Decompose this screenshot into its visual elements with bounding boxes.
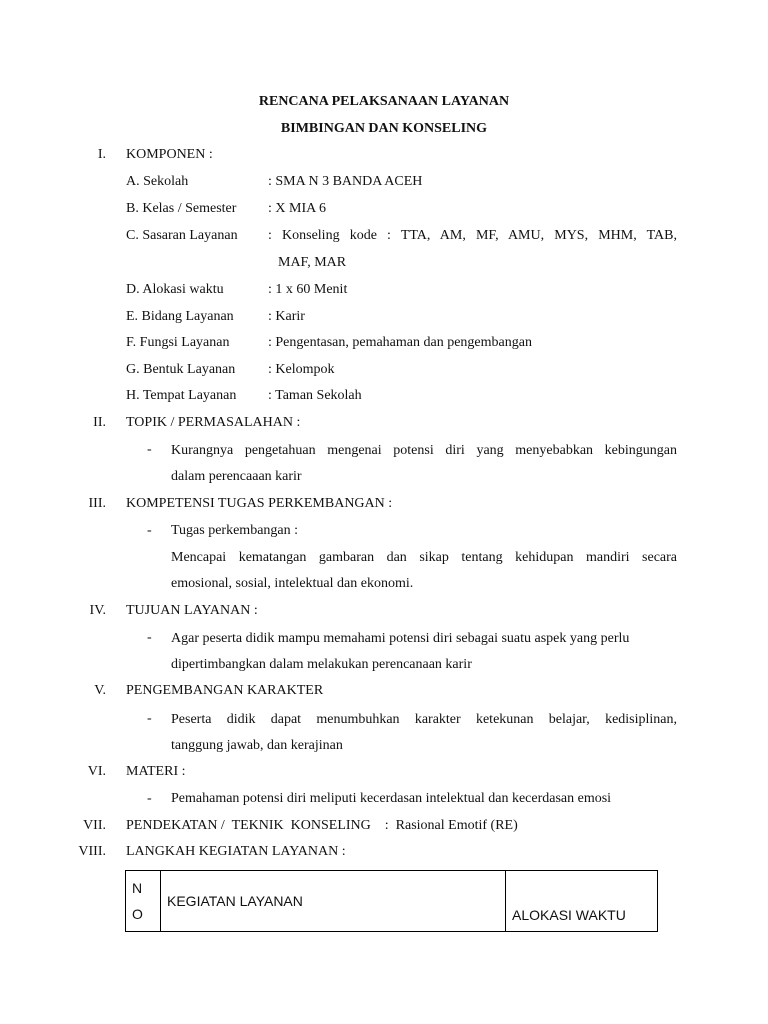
section-number-6: VI. xyxy=(87,764,106,779)
section-number-5: V. xyxy=(94,683,106,698)
komponen-label-sasaran: C. Sasaran Layanan xyxy=(126,228,238,243)
section-heading-pendekatan: PENDEKATAN / TEKNIK KONSELING : Rasional Emotif (RE) xyxy=(126,818,518,833)
karakter-line1: Peserta didik dapat menumbuhkan karakter ketekunan belajar, kedisiplinan, xyxy=(171,712,677,727)
materi-line1: Pemahaman potensi diri meliputi kecerdasan intelektual dan kecerdasan emosi xyxy=(171,791,612,806)
kegiatan-table xyxy=(125,870,658,932)
table-header-no-line1: N xyxy=(132,880,143,896)
doc-title-line2: BIMBINGAN DAN KONSELING xyxy=(280,121,488,136)
section-heading-tujuan: TUJUAN LAYANAN : xyxy=(126,603,258,618)
bullet-dash: - xyxy=(147,442,152,457)
topik-line2: dalam perencaaan karir xyxy=(171,469,302,484)
bullet-dash: - xyxy=(147,711,152,726)
bullet-dash: - xyxy=(147,523,152,538)
section-heading-komponen: KOMPONEN : xyxy=(126,147,213,162)
section-number-7: VII. xyxy=(83,818,106,833)
kompetensi-sub: Tugas perkembangan : xyxy=(171,523,299,538)
komponen-label-sekolah: A. Sekolah xyxy=(126,174,189,189)
komponen-value-sasaran: : Konseling kode : TTA, AM, MF, AMU, MYS, MHM, TAB, xyxy=(268,228,677,243)
section-number-3: III. xyxy=(88,496,106,511)
komponen-value-bidang: : Karir xyxy=(268,309,305,324)
section-number-8: VIII. xyxy=(78,844,106,859)
section-heading-materi: MATERI : xyxy=(126,764,186,779)
table-header-row xyxy=(126,871,658,932)
table-header-no-line2: O xyxy=(132,906,143,922)
komponen-value-tempat: : Taman Sekolah xyxy=(268,388,362,403)
komponen-value-fungsi: : Pengentasan, pemahaman dan pengembangan xyxy=(268,335,532,350)
topik-line1: Kurangnya pengetahuan mengenai potensi diri yang menyebabkan kebingungan xyxy=(171,443,677,458)
section-number-1: I. xyxy=(97,147,106,162)
doc-title-line1: RENCANA PELAKSANAAN LAYANAN xyxy=(258,94,510,109)
table-header-no xyxy=(126,871,161,932)
komponen-value-bentuk: : Kelompok xyxy=(268,362,335,377)
table-header-kegiatan: KEGIATAN LAYANAN xyxy=(161,871,506,932)
komponen-value-sasaran-cont: MAF, MAR xyxy=(278,255,347,270)
kompetensi-line2: emosional, sosial, intelektual dan ekonomi. xyxy=(171,576,414,591)
komponen-label-bidang: E. Bidang Layanan xyxy=(126,309,234,324)
komponen-value-sekolah: : SMA N 3 BANDA ACEH xyxy=(268,174,423,189)
tujuan-line1: Agar peserta didik mampu memahami potensi diri sebagai suatu aspek yang perlu xyxy=(171,631,630,646)
section-heading-langkah: LANGKAH KEGIATAN LAYANAN : xyxy=(126,844,346,859)
tujuan-line2: dipertimbangkan dalam melakukan perencanaan karir xyxy=(171,657,472,672)
table-header-alokasi: ALOKASI WAKTU xyxy=(506,871,658,932)
section-number-4: IV. xyxy=(89,603,106,618)
karakter-line2: tanggung jawab, dan kerajinan xyxy=(171,738,343,753)
komponen-label-kelas: B. Kelas / Semester xyxy=(126,201,237,216)
kompetensi-line1: Mencapai kematangan gambaran dan sikap tentang kehidupan mandiri secara xyxy=(171,550,677,565)
section-heading-kompetensi: KOMPETENSI TUGAS PERKEMBANGAN : xyxy=(126,496,393,511)
komponen-label-bentuk: G. Bentuk Layanan xyxy=(126,362,236,377)
bullet-dash: - xyxy=(147,791,152,806)
section-heading-topik: TOPIK / PERMASALAHAN : xyxy=(126,415,301,430)
komponen-label-alokasi: D. Alokasi waktu xyxy=(126,282,224,297)
komponen-value-kelas: : X MIA 6 xyxy=(268,201,326,216)
section-number-2: II. xyxy=(93,415,106,430)
section-heading-karakter: PENGEMBANGAN KARAKTER xyxy=(126,683,324,698)
komponen-label-tempat: H. Tempat Layanan xyxy=(126,388,237,403)
komponen-value-alokasi: : 1 x 60 Menit xyxy=(268,282,348,297)
bullet-dash: - xyxy=(147,630,152,645)
komponen-label-fungsi: F. Fungsi Layanan xyxy=(126,335,230,350)
